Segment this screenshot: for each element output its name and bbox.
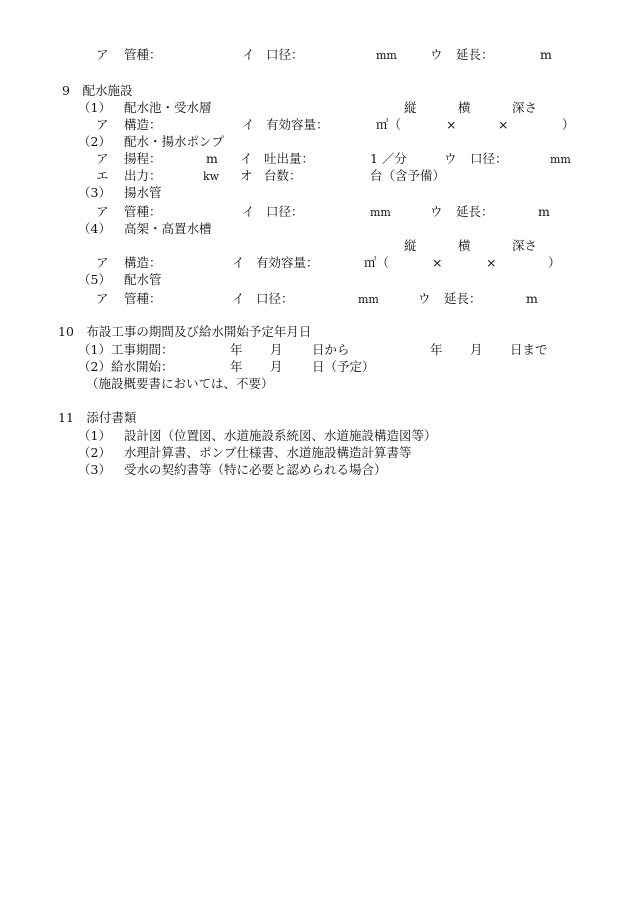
subsection-number: （5） (78, 272, 111, 287)
unit-label: ㎥（ (364, 255, 390, 270)
item-label: イ (232, 291, 245, 306)
date-day: 日から (312, 342, 350, 357)
subsection-title: 配水管 (124, 272, 162, 287)
times-sign: × (432, 255, 443, 270)
item-label: オ (240, 168, 253, 183)
unit-label: m (206, 151, 218, 166)
item-label: イ (242, 117, 255, 132)
close-paren: ） (548, 255, 561, 270)
date-year: 年 (430, 342, 443, 357)
dim-label: 縦 (404, 238, 417, 253)
times-sign: × (486, 255, 497, 270)
subsection-title: 揚水管 (124, 185, 162, 200)
subsection-number: （3） (78, 185, 111, 200)
subsection-number: （2） (78, 134, 111, 149)
item-label: ウ (444, 151, 457, 166)
item-label: ウ (430, 47, 443, 62)
item-label: イ (240, 151, 253, 166)
dim-label: 深さ (512, 100, 538, 115)
item-label: ア (96, 47, 109, 62)
field-label: 構造： (124, 117, 162, 132)
field-label: 有効容量： (266, 117, 329, 132)
item-label: ウ (418, 291, 431, 306)
unit-label: 台（含予備） (370, 168, 446, 183)
unit-label: mm (376, 49, 397, 62)
unit-label: mm (358, 293, 379, 306)
dim-label: 深さ (512, 238, 538, 253)
unit-label: m (540, 47, 552, 62)
section-heading: 9 配水施設 (62, 83, 133, 98)
date-day: 日まで (510, 342, 548, 357)
field-label: 延長： (456, 47, 494, 62)
unit-label: kw (203, 170, 220, 183)
date-day: 日（予定） (312, 359, 375, 374)
item-label: ア (96, 151, 109, 166)
field-label: 管種： (124, 291, 162, 306)
field-label: 有効容量： (256, 255, 319, 270)
list-item-number: （3） (78, 462, 111, 477)
unit-label: mm (550, 153, 571, 166)
section-heading: 10 布設工事の期間及び給水開始予定年月日 (58, 324, 312, 339)
list-item: 設計図（位置図、水道施設系統図、水道施設構造図等） (124, 428, 437, 443)
subsection-title: 高架・高置水槽 (124, 221, 212, 236)
field-label: 揚程： (124, 151, 162, 166)
times-sign: × (498, 117, 509, 132)
field-label: 口径： (266, 204, 304, 219)
unit-label: ㎥（ (376, 117, 402, 132)
field-label: 管種： (124, 47, 162, 62)
field-label: 台数： (264, 168, 302, 183)
date-year: 年 (230, 359, 243, 374)
unit-label: m (538, 204, 550, 219)
field-label: 口径： (256, 291, 294, 306)
list-item-number: （1） (78, 428, 111, 443)
item-label: イ (242, 47, 255, 62)
item-label: ア (96, 117, 109, 132)
unit-label: 1 ／分 (370, 151, 407, 166)
item-label: イ (232, 255, 245, 270)
field-label: 管種： (124, 204, 162, 219)
date-month: 月 (270, 359, 283, 374)
row-label: （1）工事期間： (78, 342, 174, 357)
subsection-title: 配水池・受水層 (124, 100, 212, 115)
dim-label: 横 (458, 238, 471, 253)
section-heading: 11 添付書類 (58, 410, 137, 425)
list-item-number: （2） (78, 445, 111, 460)
list-item: 水理計算書、ポンプ仕様書、水道施設構造計算書等 (124, 445, 412, 460)
date-year: 年 (230, 342, 243, 357)
field-label: 出力： (124, 168, 162, 183)
subsection-title: 配水・揚水ポンプ (124, 134, 225, 149)
field-label: 口径： (470, 151, 508, 166)
note-text: （施設概要書においては、不要） (86, 376, 274, 391)
field-label: 吐出量： (264, 151, 315, 166)
unit-label: mm (370, 206, 391, 219)
unit-label: m (526, 291, 538, 306)
field-label: 延長： (456, 204, 494, 219)
item-label: ウ (430, 204, 443, 219)
item-label: ア (96, 204, 109, 219)
item-label: ア (96, 291, 109, 306)
item-label: ア (96, 255, 109, 270)
field-label: 口径： (266, 47, 304, 62)
date-month: 月 (470, 342, 483, 357)
item-label: エ (96, 168, 109, 183)
field-label: 構造： (124, 255, 162, 270)
list-item: 受水の契約書等（特に必要と認められる場合） (124, 462, 387, 477)
dim-label: 縦 (404, 100, 417, 115)
item-label: イ (242, 204, 255, 219)
field-label: 延長： (444, 291, 482, 306)
close-paren: ） (562, 117, 575, 132)
times-sign: × (446, 117, 457, 132)
date-month: 月 (270, 342, 283, 357)
subsection-number: （4） (78, 221, 111, 236)
dim-label: 横 (458, 100, 471, 115)
row-label: （2）給水開始： (78, 359, 174, 374)
subsection-number: （1） (78, 100, 111, 115)
